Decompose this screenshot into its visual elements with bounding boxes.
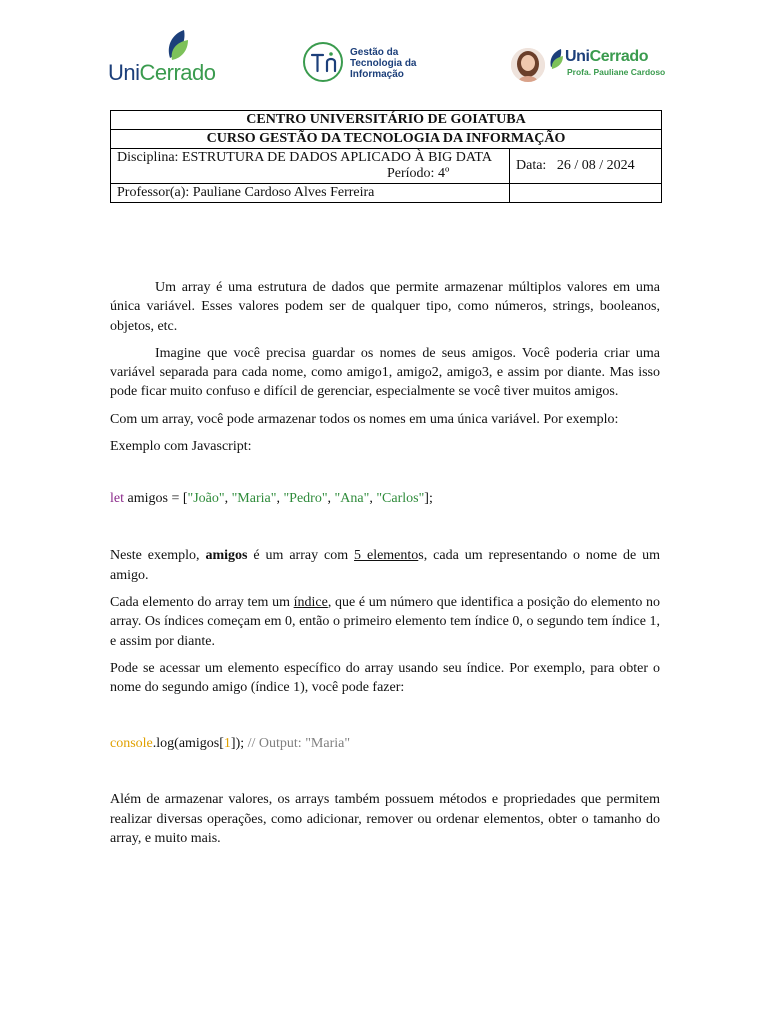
code-string: "João" (187, 491, 225, 507)
code-separator: , (224, 491, 232, 507)
header-table (110, 110, 662, 203)
code-string: "Pedro" (283, 491, 328, 507)
code-close: ]); (230, 736, 248, 752)
leaf-icon (548, 48, 564, 70)
professor-cell: Professor(a): Pauliane Cardoso Alves Ferreira (111, 184, 510, 203)
period-text: Período: 4º (387, 166, 450, 181)
table-row (111, 184, 662, 203)
date-value: 26 / 08 / 2024 (556, 158, 635, 173)
gestao-label: Gestão da Tecnologia da Informação (350, 47, 417, 80)
paragraph-array-methods: Além de armazenar valores, os arrays também possuem métodos e propriedades que permitem realizar diversas operações, como adicionar, remover ou ordenar elementos, obter o tamanho do array, e muito mais. (110, 792, 660, 847)
code-declaration: amigos = [ (124, 491, 188, 507)
gestao-ti-logo (303, 42, 433, 90)
paragraph-access-element: Pode se acessar um elemento específico do array usando seu índice. Por exemplo, para obter o nome do segundo amigo (índice 1), você pode fazer: (110, 660, 660, 696)
paragraph-index-explanation: Cada elemento do array tem um índice, que é um número que identifica a posição do elemento no array. Os índices começam em 0, então o primeiro elemento tem índice 0, o segundo tem índice 1, e assim por diante. (110, 594, 660, 649)
bold-term: amigos (205, 548, 248, 564)
paragraph-example-explanation: Neste exemplo, amigos é um array com 5 elementos, cada um representando o nome de um amigo. (110, 548, 660, 583)
paragraph-single-variable: Com um array, você pode armazenar todos os nomes em uma única variável. Por exemplo: (110, 411, 619, 427)
table-row (111, 111, 662, 130)
code-index: 1 (223, 736, 231, 752)
document-body (110, 278, 660, 848)
code-string: "Maria" (231, 491, 277, 507)
date-cell (510, 149, 662, 184)
code-keyword: let (110, 491, 124, 507)
code-separator: , (327, 491, 335, 507)
course-name: CURSO GESTÃO DA TECNOLOGIA DA INFORMAÇÃO (111, 130, 662, 149)
code-separator: , (369, 491, 377, 507)
unicerrado-logo (108, 28, 220, 84)
paragraph-js-example-label: Exemplo com Javascript: (110, 439, 252, 455)
code-object: console (110, 736, 153, 752)
date-label: Data: (516, 158, 547, 173)
professor-brand-subtitle: Profa. Pauliane Cardoso (567, 67, 666, 77)
table-row (111, 149, 662, 184)
gestao-ring-icon (303, 42, 343, 82)
code-comment: // Output: "Maria" (247, 736, 351, 752)
paragraph-array-definition: Um array é uma estrutura de dados que permite armazenar múltiplos valores em uma única variável. Esses valores podem ser de qualquer tipo, como números, strings, booleanos, objetos, etc. (110, 280, 660, 334)
institution-name: CENTRO UNIVERSITÁRIO DE GOIATUBA (111, 111, 662, 130)
ti-monogram-icon (310, 50, 338, 76)
empty-cell (510, 184, 662, 203)
code-string: "Carlos" (376, 491, 425, 507)
underlined-term: índice (293, 594, 328, 610)
avatar (511, 48, 545, 82)
code-console-log (110, 734, 660, 753)
underlined-term: 5 elemento (354, 548, 419, 564)
professor-brand-wordmark: UniCerrado (565, 48, 649, 65)
discipline-cell (111, 149, 510, 184)
leaf-icon (164, 28, 190, 62)
professor-brand-logo (511, 46, 666, 86)
discipline-text: Disciplina: ESTRUTURA DE DADOS APLICADO À BIG DATA (117, 150, 492, 165)
unicerrado-wordmark: UniCerrado (108, 60, 216, 85)
code-string: "Ana" (334, 491, 370, 507)
code-separator: , (276, 491, 284, 507)
code-array-declaration (110, 489, 660, 508)
code-call: .log(amigos[ (152, 736, 224, 752)
code-end: ]; (424, 491, 433, 507)
table-row (111, 130, 662, 149)
paragraph-friends-example: Imagine que você precisa guardar os nomes de seus amigos. Você poderia criar uma variável separada para cada nome, como amigo1, amigo2, amigo3, e assim por diante. Mas isso pode ficar muito confuso e difícil de gerenciar, especialmente se você tiver muitos amigos. (110, 345, 660, 400)
